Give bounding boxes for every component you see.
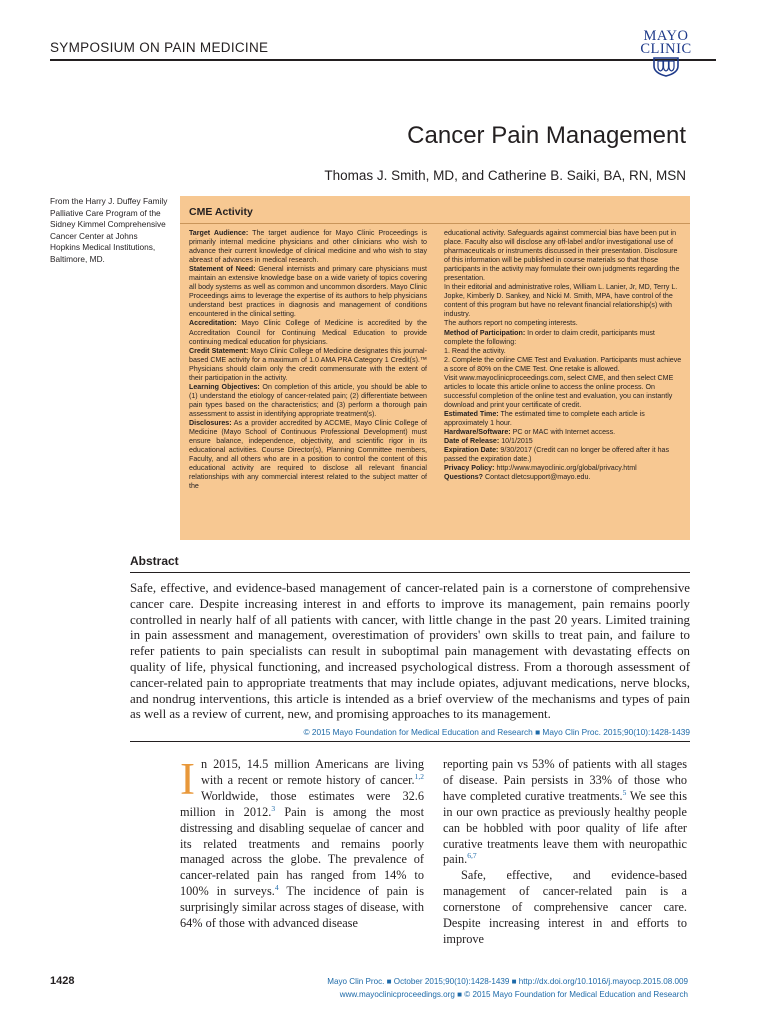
cme-accreditation: Accreditation: Mayo Clinic College of Medicine is accredited by the Accreditation Council for Continuing Medical Education to provide continuing medical education for physicians. (189, 319, 427, 346)
ref-link[interactable]: 1,2 (414, 771, 424, 781)
drop-cap: I (180, 754, 195, 804)
cme-method: Method of Participation: In order to claim credit, participants must complete the following: (444, 328, 655, 346)
cme-release-date: Date of Release: 10/1/2015 (444, 437, 533, 446)
author-affiliation: From the Harry J. Duffey Family Palliative Care Program of the Sidney Kimmel Comprehensive Cancer Center at Johns Hopkins Medical Institutions, Baltimore, MD. (50, 196, 168, 264)
cme-privacy-policy: Privacy Policy: http://www.mayoclinic.org/global/privacy.html (444, 464, 637, 473)
section-label: SYMPOSIUM ON PAIN MEDICINE (50, 40, 269, 55)
cme-left-column (189, 229, 427, 491)
abstract-heading: Abstract (130, 554, 179, 568)
cme-step-1: 1. Read the activity. (444, 346, 506, 355)
contact-email-link[interactable]: Contact dletcsupport@mayo.edu. (485, 473, 591, 482)
abstract-text: Safe, effective, and evidence-based management of cancer-related pain is a cornerstone of comprehensive cancer care. Despite increasing interest in and efforts to improve its management, pain remains poorly controlled in nearly half of all patients with cancer, with little change in the past 20 years. Limited training in pain assessment and management, overestimation of providers' own skills to treat pain, and failure to refer patients to pain specialists can result in suboptimal pain management with devastating effects on quality of life, physical functioning, and increased psychological distress. From a thorough assessment of cancer-related pain to appropriate treatments that may include opiates, adjuvant medications, nerve blocks, and nondrug interventions, this article is intended as a brief overview of the mechanisms and types of pain as well as a review of current, new, and promising approaches to its management. (130, 581, 690, 722)
cme-competing-interests: The authors report no competing interests. (444, 319, 578, 328)
ref-link[interactable]: 4 (274, 883, 279, 893)
cme-target-audience: Target Audience: The target audience for Mayo Clinic Proceedings is primarily internal medicine physicians and other clinicians who wish to advance their current knowledge of clinical medicine and who wish to stay abreast of advances in medical research. (189, 229, 428, 265)
cme-editorial-roles: In their editorial and administrative roles, William L. Lanier, Jr, MD, Terry L. Jopke, Kimberly D. Sankey, and Nicki M. Smith, MPA, have control of the content of this program but have no relevant financial relationship(s) with industry. (444, 283, 678, 319)
cme-right-column (444, 229, 682, 482)
body-left-column (180, 754, 425, 932)
ref-link[interactable]: 3 (271, 803, 276, 813)
cme-visit: Visit www.mayoclinicproceedings.com, select CME, and then select CME articles to locate this article online to access the online process. On successful completion of the online test and evaluation, you can instantly download and print your certificate of credit. (444, 373, 674, 409)
page-number: 1428 (50, 975, 75, 987)
article-authors: Thomas J. Smith, MD, and Catherine B. Saiki, BA, RN, MSN (324, 168, 686, 183)
shield-icon (653, 57, 679, 77)
abstract-copyright: © 2015 Mayo Foundation for Medical Education and Research ■ Mayo Clin Proc. 2015;90(10):1428-1439 (303, 727, 690, 737)
intro-paragraph: In 2015, 14.5 million Americans are living with a recent or remote history of cancer.$^{1,2}$ Worldwide, those estimates were 32.6 million in 2012.$^3$ Pain is among the most distressing and disabling sequelae of cancer and its related treatments and remains poorly managed across the globe. The prevalence of cancer-related pain has ranged from 14% to 100% in surveys.$^4$ The incidence of pain is surprisingly similar across stages of disease, with 64% of those with advanced disease (180, 754, 425, 931)
cme-step-2: 2. Complete the online CME Test and Evaluation. Participants must achieve a score of 80% on the CME Test. One retake is allowed. (444, 355, 682, 373)
header-rule (50, 59, 716, 61)
mayo-clinic-logo (636, 30, 696, 77)
body-paragraph-2: Safe, effective, and evidence-based management of cancer-related pain is a cornerstone of comprehensive cancer care. Despite increasing interest in and efforts to improve (443, 868, 687, 946)
cme-hardware: Hardware/Software: PC or MAC with Internet access. (444, 428, 616, 437)
cme-statement-of-need: Statement of Need: General internists and primary care physicians must maintain an extensive knowledge base on a wide variety of topics covering all body systems as well as common and uncommon disorders. Mayo Clinic Proceedings aims to leverage the expertise of its authors to help physicians understand best practices in diagnosis and management of conditions encountered in the clinical setting. (189, 265, 427, 319)
footer-citation[interactable]: Mayo Clin Proc. ■ October 2015;90(10):1428-1439 ■ http://dx.doi.org/10.1016/j.mayocp.2015.08.009 (327, 977, 688, 986)
article-title: Cancer Pain Management (407, 122, 686, 149)
abstract-bottom-rule (130, 741, 690, 742)
logo-line2: CLINIC (640, 41, 692, 57)
ref-link[interactable]: 5 (622, 787, 627, 797)
cme-expiration-date: Expiration Date: 9/30/2017 (Credit can no longer be offered after it has passed the expiration date.) (444, 446, 670, 464)
abstract-rule (130, 572, 690, 573)
cme-questions: Questions? Contact dletcsupport@mayo.edu. (444, 473, 591, 482)
cme-divider (180, 223, 690, 224)
cme-estimated-time: Estimated Time: The estimated time to complete each article is approximately 1 hour. (444, 409, 645, 427)
body-right-column (443, 757, 687, 948)
body-paragraph-cont: reporting pain vs 53% of patients with all stages of disease. Pain persists in 33% of those who have completed curative treatments.$^5$ We see this in our own practice as previously healthy people can be hobbled with poor quality of life after curative treatments leave them with neuropathic pain.$^{6,7}$ (443, 757, 687, 867)
cme-disclosures: Disclosures: As a provider accredited by ACCME, Mayo Clinic College of Medicine (Mayo School of Continuous Professional Development) must ensure balance, independence, objectivity, and scientific rigor in its educational activities. Course Director(s), Planning Committee members, Faculty, and all others who are in a position to control the content of this educational activity are required to disclose all relevant financial relationships with any commercial interest related to the subject matter of the (189, 418, 427, 491)
logo-line1: MAYO (643, 28, 689, 44)
privacy-link[interactable]: http://www.mayoclinic.org/global/privacy.html (496, 464, 637, 473)
cme-disclosures-cont: educational activity. Safeguards against commercial bias have been put in place. Faculty also will disclose any off-label and/or investigational use of pharmaceuticals or instruments discussed in their presentation. Disclosure of this information will be published in course materials so that those participants in the activity may formulate their own judgments regarding the presentation. (444, 229, 680, 283)
cme-credit-statement: Credit Statement: Mayo Clinic College of Medicine designates this journal-based CME activity for a maximum of 1.0 AMA PRA Category 1 Credit(s).™ Physicians should claim only the credit commensurate with the extent of their participation in the activity. (189, 346, 428, 382)
footer-website[interactable]: www.mayoclinicproceedings.org ■ © 2015 Mayo Foundation for Medical Education and Research (339, 990, 688, 999)
cme-learning-objectives: Learning Objectives: On completion of this article, you should be able to (1) understand the etiology of cancer-related pain; (2) differentiate between pain types based on the characteristics; and (3) perform a thorough pain assessment to assist in identifying appropriate treatment(s). (189, 382, 427, 418)
cme-heading: CME Activity (189, 206, 253, 218)
ref-link[interactable]: 6,7 (467, 851, 477, 861)
